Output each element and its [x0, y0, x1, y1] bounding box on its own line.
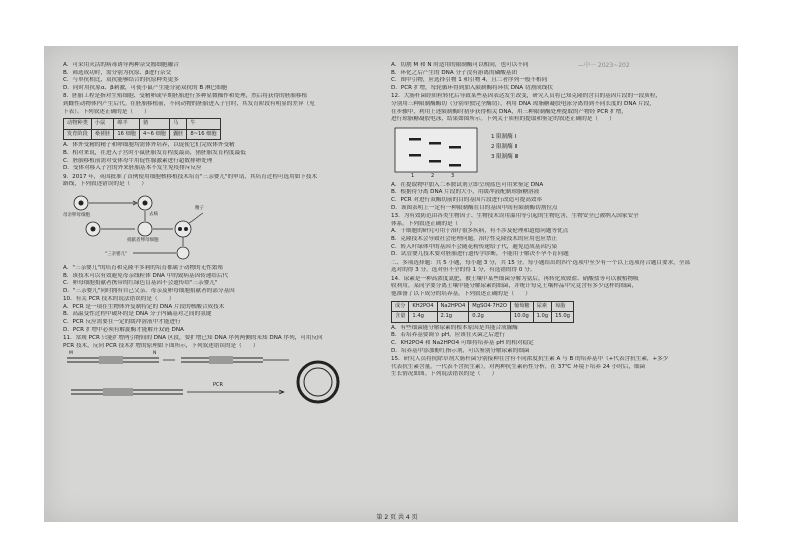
- text-line: D．培养基中添加酚红指示剂，可以鉴别分解尿素的细菌: [391, 347, 530, 354]
- diagram-svg: [63, 189, 213, 265]
- diagram-label: PCR: [213, 382, 223, 389]
- text-line: C．与单抗相比，双抗能够结合的抗原种类更多: [63, 77, 179, 84]
- gel-electrophoresis-figure: [391, 124, 717, 182]
- text-line: 体系。下列叙述正确的是（ ）: [391, 220, 475, 227]
- table-cell: KH2PO4: [409, 301, 437, 312]
- text-line: A．体外受精的精子和卵细胞均需体外培养，以促使它们完成体外受精: [63, 142, 235, 149]
- left-lines-b: [63, 142, 389, 189]
- diagram-label: 捐献者卵母细胞: [127, 237, 159, 243]
- text-line: 分别用三种限制酶酶切（分别单独完全酶切），利用 DNA 琼脂糖凝胶电泳分离得到不同长度的 DNA 片段，: [391, 100, 655, 107]
- right-column: [391, 62, 717, 379]
- text-line: A．PCR 是一项在生物体外复制特定的 DNA 片段的核酸合成技术: [63, 303, 225, 310]
- diagram-svg: [63, 350, 363, 406]
- diagram-label: 精子: [195, 205, 204, 211]
- text-line: B．克隆技术会导致社会伦理问题，治疗性克隆技术的应用也应禁止: [391, 235, 558, 242]
- diagram-label: N: [153, 351, 157, 357]
- text-line: 到雌性动物体内产生后代。在胚胎移植前，不同动物的胚胎进入子宫时，其发育阶段有明显的差异（见: [63, 100, 315, 107]
- question-12: 12．大肠杆菌经质粒转化后导致某些基因表达发生改变，研究人员将已知克隆的含目的基因片段的一段质粒，: [391, 93, 662, 100]
- table-cell: 琼脂: [552, 301, 574, 312]
- text-line: D．同时用抗原α、β刺激，可使小鼠产生能分泌双抗的 B 淋巴细胞: [63, 84, 228, 91]
- text-line: B．根据待分离 DNA 片段的大小，用缓冲液配制琼脂糖溶液: [391, 189, 540, 196]
- text-line: C．PCR 对进行双酶切前的目的基因片段进行改造可提高效率: [391, 196, 543, 203]
- left-lines-c: [63, 265, 389, 351]
- table-cell: 桑葚胚: [91, 129, 114, 140]
- table-cell: 16 细胞: [114, 129, 140, 140]
- text-line: B．该技术可以有效避免母亲线粒体 DNA 中的致病基因传递给后代: [63, 272, 229, 279]
- legend-item: 2 限制酶 Ⅱ: [491, 143, 518, 150]
- inverse-pcr-diagram: [63, 350, 389, 406]
- table-cell: 绵羊: [114, 119, 140, 130]
- text-line: D．该图表明上一定有一种限制酶在目的基因中间有限制酶切割位点: [391, 204, 558, 211]
- table-cell: 8~16 细胞: [187, 129, 220, 140]
- gel-svg: [391, 124, 481, 182]
- legend-item: 1 限制酶 Ⅰ: [491, 133, 517, 140]
- left-column: [63, 62, 389, 406]
- faint-header: —中一 2023~202: [578, 62, 630, 69]
- medium-composition-table: [391, 301, 574, 323]
- table-cell: 动物种类: [64, 119, 92, 130]
- question-9: 9．2017 年，英国批准了首例使用细胞核移植技术培育"三亲婴儿"的申请，其培育过程可选用如下技术: [63, 173, 318, 180]
- text-line: C．PCR 反应需要在一定的缓冲溶液中才能进行: [63, 319, 181, 326]
- table-cell: 10.0g: [510, 312, 533, 323]
- text-line: A．有些细菌能分解尿素的根本原因是其能合成脲酶: [391, 324, 518, 331]
- text-line: 生长情况如图。下列说法错误的是（ ）: [391, 371, 498, 378]
- text-line: 路线，下列叙述错误的是（ ）: [63, 181, 147, 188]
- table-row: [392, 312, 574, 323]
- text-line: B．若培养基要调节 pH，应该在灭菌之后进行: [391, 332, 506, 339]
- question-14: 14．尿素是一种高浓度氮肥，被土壤中某些细菌分解为氨后，再转化成铵盐、硝酸盐等可以被植物吸: [391, 275, 639, 282]
- text-line: PCR 技术，反向 PCR 技术扩增的原理如下图所示，下列叙述错误的是（ ）: [63, 342, 259, 349]
- right-lines-c: [391, 325, 717, 379]
- question-13: 13．为有效防范由各类生物因子、生物技术误用滥用等引起的生物危害，生物安全已被纳入国家安全: [391, 213, 639, 220]
- table-cell: 含量: [392, 312, 409, 323]
- text-line: 代表抗生素含量，一代表不含抗生素），对两种抗生素药性分析，在 37℃ 环境下培养 24 小时后，细菌: [391, 363, 646, 370]
- text-line: 下表）。下列叙述正确的是（ ）: [63, 108, 150, 115]
- text-line: 他准备了以下成分的培养基。下列叙述正确的是（ ）: [391, 291, 531, 298]
- page-number: 第 2 页 共 4 页: [376, 514, 418, 521]
- diagram-label: 去核: [149, 211, 158, 217]
- text-line: A．可采用灭活的病毒诱导两种杂交瘤细胞融合: [63, 62, 179, 68]
- table-cell: 1.4g: [409, 312, 437, 323]
- table-cell: 发育阶段: [64, 129, 92, 140]
- table-cell: 尿素: [533, 301, 552, 312]
- table-cell: 马: [169, 119, 186, 130]
- right-lines-b: [391, 182, 717, 299]
- text-line: C．胚胎移植前需对受体母牛用促性腺激素进行超数排卵处理: [63, 157, 213, 164]
- text-line: A．干细胞的研究可用于治疗很多疾病，有不涉及伦理和道德问题等优点: [391, 228, 569, 235]
- text-line: A．切割 M 和 N 时适用的限制酶可以相同，也可以不同: [391, 62, 529, 68]
- text-line: 在步骤中，利用上述限制酶时初步获得相关 DNA，用三种限制酶处理提取的产物经 PCR 扩增，: [391, 108, 627, 115]
- right-lines-a: [391, 62, 717, 124]
- legend-item: 3 限制酶 Ⅲ: [491, 153, 519, 160]
- text-line: D．受体对移入子宫的外来胚胎基本不发生免疫排斥反应: [63, 165, 202, 172]
- section-heading: 二、多项选择题：共 5 小题，每小题 3 分，共 15 分。每小题给出的四个选项中至少有一个以上选项符合题目要求，全部: [391, 259, 690, 266]
- table-cell: 小鼠: [91, 119, 114, 130]
- text-line: C．KH2PO4 和 Na2HPO4 可维持培养基 pH 的相对稳定: [391, 340, 534, 347]
- text-line: D．PCR 扩增，每轮循环得到加入限制酶将环状 DNA 切割成线状: [391, 84, 553, 91]
- text-line: C．转入叶绿体中的基因不会随花粉传递给子代，避免造成基因污染: [391, 243, 558, 250]
- text-line: B．相对来说，在进入子宫时小鼠胚胎发育程度最高，猪胚胎发育程度最低: [63, 149, 246, 156]
- embryo-stage-table: [63, 118, 221, 140]
- table-cell: 15.0g: [552, 312, 574, 323]
- table-cell: MgSO4·7H2O: [469, 301, 511, 312]
- table-cell: 1.0g: [533, 312, 552, 323]
- table-cell: Na2HPO4: [437, 301, 469, 312]
- lane-label: 1: [411, 172, 415, 179]
- question-11: 11．常规 PCR 只能扩增两引物间的 DNA 区段，要扩增已知 DNA 序列两侧的未知 DNA 序列，可用反向: [63, 335, 323, 342]
- text-line: D．PCR 扩增中必须有解旋酶才能解开双链 DNA: [63, 326, 184, 333]
- table-cell: 囊胚: [169, 129, 186, 140]
- table-cell: 牛: [187, 119, 220, 130]
- table-cell: 4~6 细胞: [139, 129, 169, 140]
- diagram-label: "三亲婴儿": [105, 251, 128, 257]
- table-row: [392, 301, 574, 312]
- text-line: A．在提取物中加入二苯胺试剂立即呈现蓝色可用来鉴定 DNA: [391, 181, 544, 188]
- text-line: B．环化之后产生的 DNA 分子没有游离的磷酸基团: [391, 69, 517, 76]
- question-15: 15．研究人员将抗除草剂大肠杆菌分别接种在含有不同浓度抗生素 A 与 B 的培养基中（+代表含抗生素，+多少: [391, 356, 669, 363]
- text-line: D．试管婴儿技术要对胚胎进行遗传学诊断，不能用于解决不孕不育问题: [391, 251, 569, 258]
- text-line: C．卵母细胞捐献者携带的红绿色盲基因不会遗传给"三亲婴儿": [63, 280, 218, 287]
- table-row: [64, 119, 221, 130]
- text-line: 收利用。某同学要分离土壤中能分解尿素的细菌，并统计每克土壤样品中究竟含有多少这样的细菌，: [391, 283, 638, 290]
- table-row: [64, 129, 221, 140]
- question-8: 8．胚胎工程是指对生殖细胞、受精卵或早期胚胎进行多种显微操作和处理，然后将获得的胚胎移植: [63, 93, 308, 100]
- diagram-label: 母亲卵母细胞: [63, 212, 90, 218]
- diagram-label: M: [69, 351, 73, 357]
- table-cell: 成分: [392, 301, 409, 312]
- text-line: D．"三亲婴儿"同时拥有自己父亲、母亲及卵母细胞捐献者的部分基因: [63, 287, 235, 294]
- text-line: B．筛选成功时，需分别为抗原、β进行杂交: [63, 69, 172, 76]
- text-line: 进行琼脂糖凝胶电泳，结果如图所示。下列关于质粒的提取和鉴定的叙述正确的是（ ）: [391, 116, 615, 123]
- lane-label: 2: [431, 172, 435, 179]
- table-cell: 2.1g: [437, 312, 469, 323]
- gel-legend: [491, 132, 518, 162]
- table-cell: 猪: [139, 119, 169, 130]
- text-line: C．图中引物，应选择引物 1 和引物 4，且二者序列一般不相同: [391, 77, 548, 84]
- question-10: 10．有关 PCR 技术的说法错误的是（ ）: [63, 296, 175, 303]
- left-lines-a: [63, 62, 389, 116]
- text-line: A．"三亲婴儿"的培育和克隆羊多莉的培育都属于动物的无性繁殖: [63, 264, 224, 271]
- lane-label: 3: [451, 172, 455, 179]
- text-line: B．高温变性过程中破坏的是 DNA 分子内碱基对之间的氢键: [63, 311, 212, 318]
- table-cell: 葡萄糖: [510, 301, 533, 312]
- text-line: 选对的得 3 分，选对但不全的得 1 分，有选错的得 0 分。: [391, 267, 536, 274]
- table-cell: 0.2g: [469, 312, 511, 323]
- three-parent-baby-diagram: [63, 189, 389, 265]
